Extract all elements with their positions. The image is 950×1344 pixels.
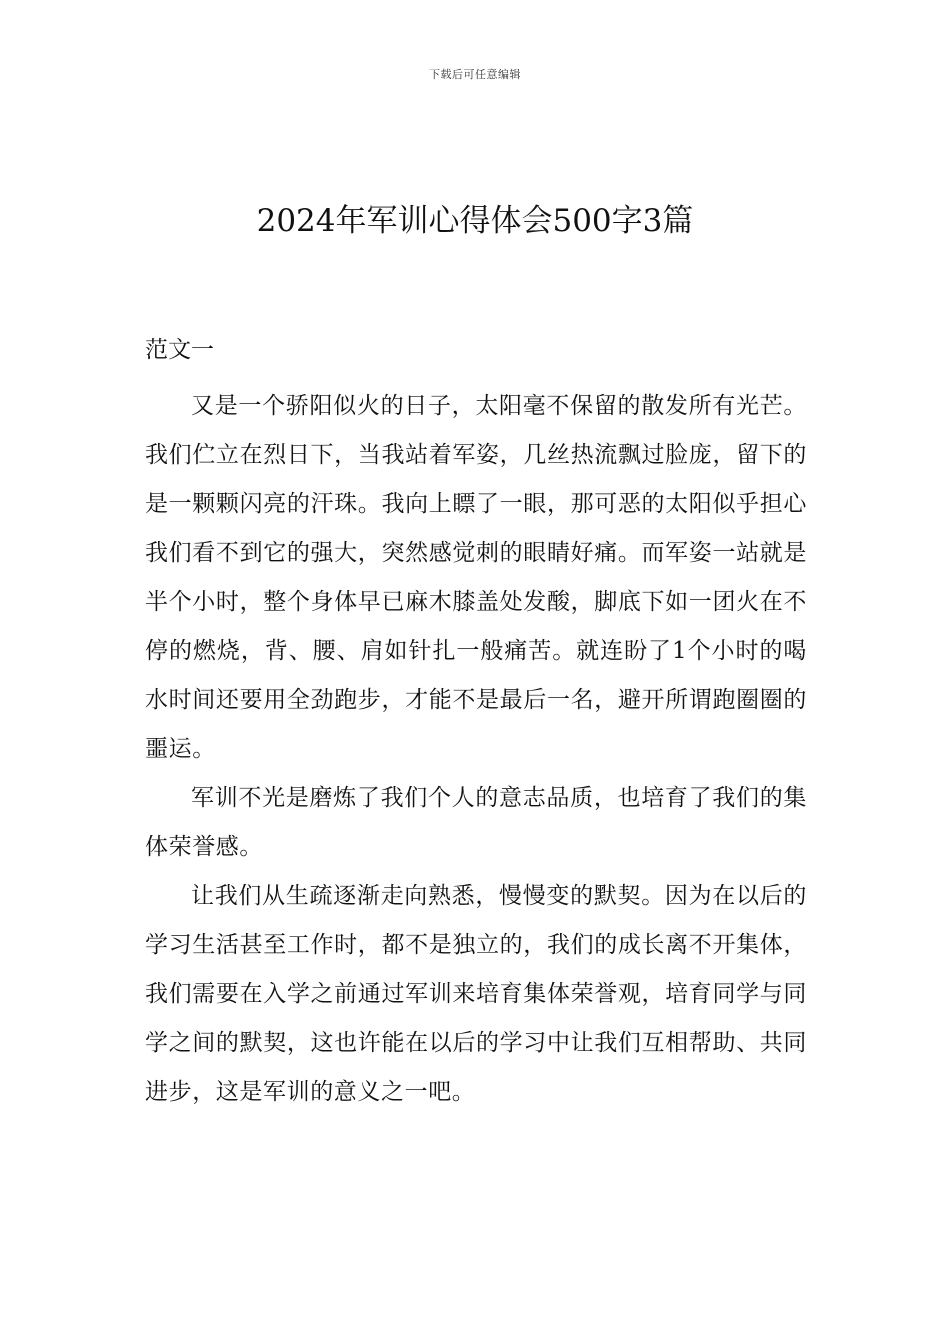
document-body [145,330,807,1117]
document-title: 2024年军训心得体会500字3篇 [256,202,694,239]
paragraph: 军训不光是磨炼了我们个人的意志品质，也培育了我们的集体荣誉感。 [145,785,807,860]
header-note: 下载后可任意编辑 [429,68,521,81]
paragraph: 让我们从生疏逐渐走向熟悉，慢慢变的默契。因为在以后的学习生活甚至工作时，都不是独立的，我们的成长离不开集体，我们需要在入学之前通过军训来培育集体荣誉观，培育同学与同学之间的默契，这也许能在以后的学习中让我们互相帮助、共同进步，这是军训的意义之一吧。 [145,883,807,1105]
section-heading: 范文一 [145,337,214,363]
paragraph: 又是一个骄阳似火的日子，太阳毫不保留的散发所有光芒。我们伫立在烈日下，当我站着军姿，几丝热流飘过脸庞，留下的是一颗颗闪亮的汗珠。我向上瞟了一眼，那可恶的太阳似乎担心我们看不到它的强大，突然感觉刺的眼睛好痛。而军姿一站就是半个小时，整个身体早已麻木膝盖处发酸，脚底下如一团火在不停的燃烧，背、腰、肩如针扎一般痛苦。就连盼了1个小时的喝水时间还要用全劲跑步，才能不是最后一名，避开所谓跑圈圈的噩运。 [145,393,807,762]
